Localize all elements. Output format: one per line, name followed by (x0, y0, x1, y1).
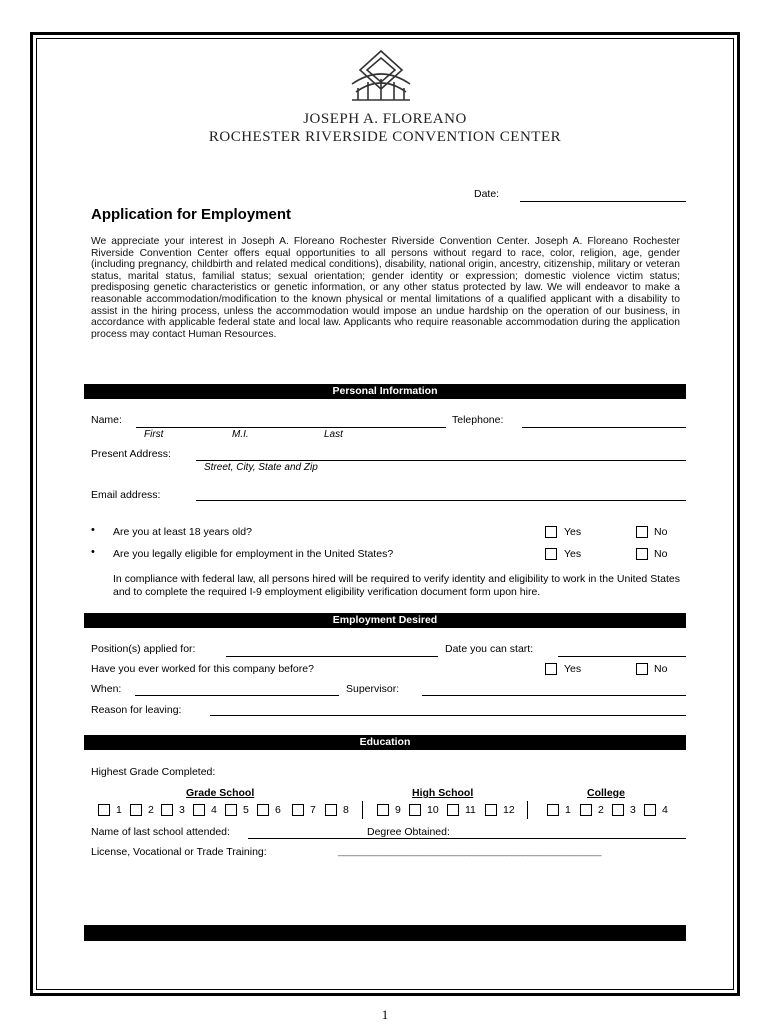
grade-1-label: 1 (116, 804, 122, 816)
bullet: • (91, 524, 95, 536)
reason-label: Reason for leaving: (91, 704, 182, 716)
email-label: Email address: (91, 489, 161, 501)
divider (527, 801, 528, 819)
worked-before-no-label: No (654, 663, 668, 675)
eligible-no-checkbox[interactable] (636, 548, 648, 560)
first-name-hint: First (144, 429, 164, 440)
eligible-yes-checkbox[interactable] (545, 548, 557, 560)
eligible-no-label: No (654, 548, 668, 560)
question-eligible: Are you legally eligible for employment in the United States? (113, 548, 394, 560)
address-field[interactable] (196, 460, 686, 461)
college-1-checkbox[interactable] (547, 804, 559, 816)
age-no-label: No (654, 526, 668, 538)
last-name-hint: Last (324, 429, 343, 440)
name-field[interactable] (136, 427, 446, 428)
positions-label: Position(s) applied for: (91, 643, 196, 655)
college-1-label: 1 (565, 804, 571, 816)
page-number: 1 (381, 1007, 389, 1022)
worked-before-yes-checkbox[interactable] (545, 663, 557, 675)
compliance-note: In compliance with federal law, all persons hired will be required to verify identity and eligibility to work in the United States and to complete the required I-9 employment eligibility verification document form upon hire. (113, 573, 680, 598)
college-4-checkbox[interactable] (644, 804, 656, 816)
grade-10-checkbox[interactable] (409, 804, 421, 816)
bullet: • (91, 546, 95, 558)
grade-school-heading: Grade School (186, 787, 255, 799)
grade-6-label: 6 (275, 804, 281, 816)
grade-3-checkbox[interactable] (161, 804, 173, 816)
middle-initial-hint: M.I. (232, 429, 249, 440)
section-personal-information: Personal Information (84, 384, 686, 399)
positions-field[interactable] (226, 656, 438, 657)
grade-9-label: 9 (395, 804, 401, 816)
grade-9-checkbox[interactable] (377, 804, 389, 816)
telephone-field[interactable] (522, 427, 686, 428)
email-field[interactable] (196, 500, 686, 501)
college-2-checkbox[interactable] (580, 804, 592, 816)
degree-label: Degree Obtained: (367, 826, 450, 838)
grade-11-label: 11 (465, 804, 476, 816)
grade-8-label: 8 (343, 804, 349, 816)
grade-5-label: 5 (243, 804, 249, 816)
grade-5-checkbox[interactable] (225, 804, 237, 816)
worked-before-no-checkbox[interactable] (636, 663, 648, 675)
reason-field[interactable] (210, 715, 686, 716)
high-school-heading: High School (412, 787, 474, 799)
name-label: Name: (91, 414, 122, 426)
grade-3-label: 3 (179, 804, 185, 816)
grade-4-label: 4 (211, 804, 217, 816)
when-label: When: (91, 683, 122, 695)
license-label: License, Vocational or Trade Training: (91, 846, 267, 858)
grade-2-label: 2 (148, 804, 154, 816)
last-school-label: Name of last school attended: (91, 826, 230, 838)
address-hint: Street, City, State and Zip (204, 462, 318, 473)
grade-11-checkbox[interactable] (447, 804, 459, 816)
worked-before-label: Have you ever worked for this company before? (91, 663, 314, 675)
grade-12-label: 12 (503, 804, 515, 816)
grade-4-checkbox[interactable] (193, 804, 205, 816)
grade-7-checkbox[interactable] (292, 804, 304, 816)
last-school-field[interactable] (248, 838, 686, 839)
license-field[interactable]: __________________________________________________ (338, 846, 602, 857)
college-3-checkbox[interactable] (612, 804, 624, 816)
intro-paragraph: We appreciate your interest in Joseph A. Floreano Rochester Riverside Convention Center. Joseph A. Floreano Rochester Riverside Convention Center offers equal opportunities to all persons without regard to race, color, religion, age, gender (including pregnancy, childbirth and related medical conditions), disability, national origin, ancestry, citizenship, military or veteran status, marital status, familial status; sexual orientation; gender identity or expression; domestic violence victim status; predisposing genetic characteristics or genetic information, or any other status protected by law. We will endeavor to make a reasonable accommodation/modification to the known physical or mental limitations of a qualified applicant with a disability to assist in the hiring process, unless the accommodation would impose an undue hardship on the operation of our business, in accordance with applicable federal state and local law. Applicants who require reasonable accommodation during the application process may contact Human Resources. (91, 236, 680, 340)
supervisor-label: Supervisor: (346, 683, 400, 695)
age-yes-label: Yes (564, 526, 582, 538)
start-date-label: Date you can start: (445, 643, 534, 655)
supervisor-field[interactable] (422, 695, 686, 696)
grade-7-label: 7 (310, 804, 316, 816)
org-name-line2: ROCHESTER RIVERSIDE CONVENTION CENTER (208, 129, 562, 145)
when-field[interactable] (135, 695, 339, 696)
grade-2-checkbox[interactable] (130, 804, 142, 816)
org-name-line1: JOSEPH A. FLOREANO (303, 111, 467, 127)
college-4-label: 4 (662, 804, 668, 816)
grade-12-checkbox[interactable] (485, 804, 497, 816)
age-yes-checkbox[interactable] (545, 526, 557, 538)
form-title: Application for Employment (91, 206, 292, 223)
section-employment-desired: Employment Desired (84, 613, 686, 628)
college-2-label: 2 (598, 804, 604, 816)
section-education: Education (84, 735, 686, 750)
grade-10-label: 10 (427, 804, 439, 816)
grade-1-checkbox[interactable] (98, 804, 110, 816)
address-label: Present Address: (91, 448, 171, 460)
highest-grade-label: Highest Grade Completed: (91, 766, 216, 778)
footer-bar (84, 925, 686, 941)
convention-center-logo (348, 48, 414, 104)
date-label: Date: (474, 188, 500, 200)
eligible-yes-label: Yes (564, 548, 582, 560)
telephone-label: Telephone: (452, 414, 504, 426)
college-3-label: 3 (630, 804, 636, 816)
college-heading: College (587, 787, 625, 799)
worked-before-yes-label: Yes (564, 663, 582, 675)
grade-6-checkbox[interactable] (257, 804, 269, 816)
date-field[interactable] (520, 201, 686, 202)
start-date-field[interactable] (558, 656, 686, 657)
age-no-checkbox[interactable] (636, 526, 648, 538)
divider (362, 801, 363, 819)
question-age: Are you at least 18 years old? (113, 526, 252, 538)
grade-8-checkbox[interactable] (325, 804, 337, 816)
